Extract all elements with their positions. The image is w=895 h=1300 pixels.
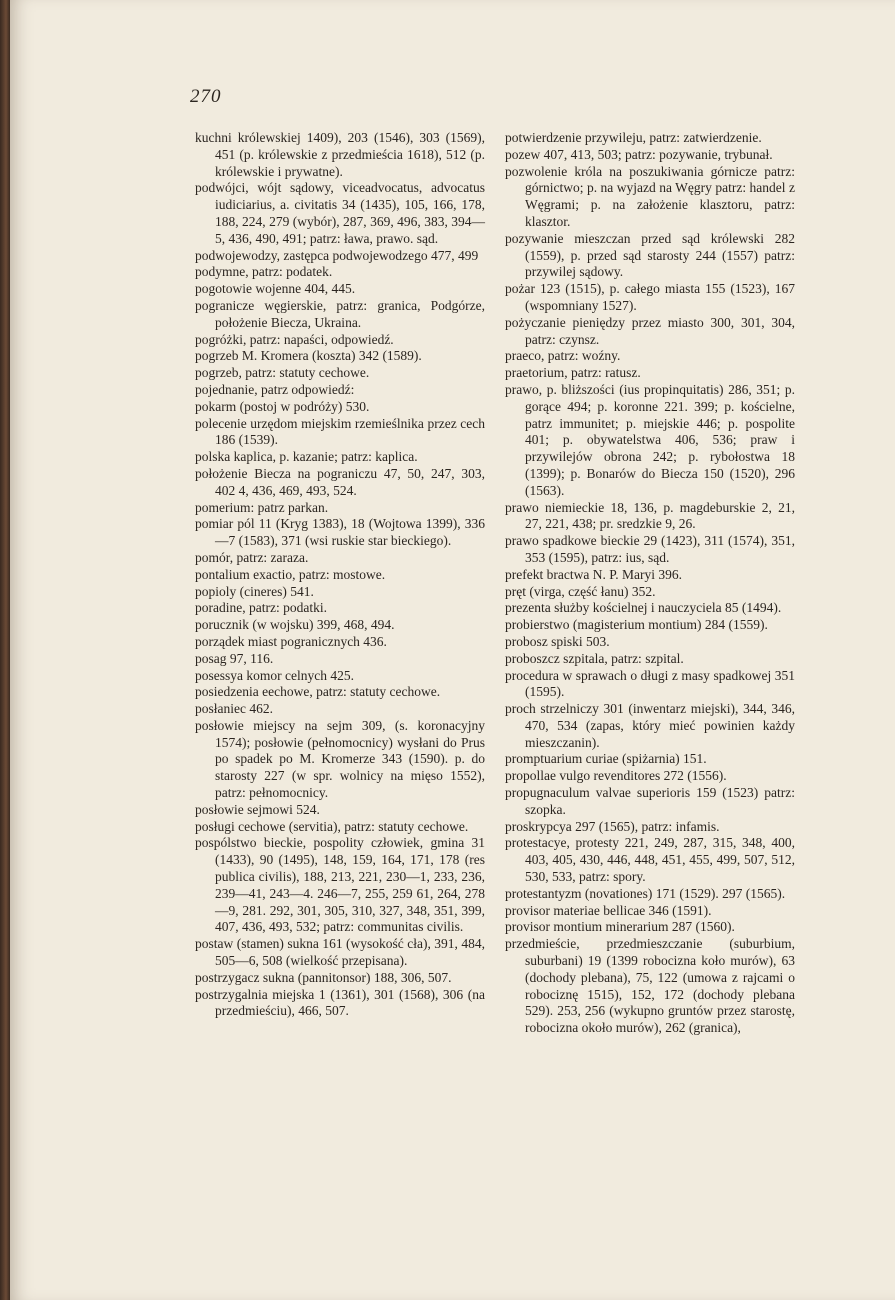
index-entry: praeco, patrz: woźny.	[505, 348, 621, 364]
index-entry: porucznik (w wojsku) 399, 468, 494.	[195, 617, 395, 633]
index-entry: promptuarium curiae (spiżarnia) 151.	[505, 751, 707, 767]
index-entry: poradine, patrz: podatki.	[195, 600, 327, 616]
index-entry: pogróżki, patrz: napaści, odpowiedź.	[195, 331, 394, 347]
index-entry: postrzygacz sukna (pannitonsor) 188, 306, 507.	[195, 969, 452, 985]
index-entry: propollae vulgo revenditores 272 (1556).	[505, 768, 727, 784]
index-entry: potwierdzenie przywileju, patrz: zatwierdzenie.	[505, 130, 762, 145]
index-entry: proch strzelniczy 301 (inwentarz miejski), 344, 346, 470, 534 (zapas, który mieć powinien każdy mieszczanin).	[505, 701, 795, 750]
index-entry: pozew 407, 413, 503; patrz: pozywanie, trybunał.	[505, 146, 773, 162]
book-page	[10, 0, 895, 1300]
index-entry: pogrzeb M. Kromera (koszta) 342 (1589).	[195, 348, 422, 364]
index-entry: położenie Biecza na pograniczu 47, 50, 247, 303, 402 4, 436, 469, 493, 524.	[195, 465, 485, 498]
index-entry: propugnaculum valvae superioris 159 (1523) patrz: szopka.	[505, 785, 795, 817]
index-entry: postrzygalnia miejska 1 (1361), 301 (1568), 306 (na przedmieściu), 466, 507.	[195, 986, 485, 1019]
index-entry: popioly (cineres) 541.	[195, 583, 314, 599]
index-entry: prawo niemieckie 18, 136, p. magdeburskie 2, 21, 27, 221, 438; pr. sredzkie 9, 26.	[505, 499, 795, 532]
index-entry: pogotowie wojenne 404, 445.	[195, 281, 356, 297]
index-entry: pomerium: patrz parkan.	[195, 499, 329, 515]
index-entry: posługi cechowe (servitia), patrz: statuty cechowe.	[195, 818, 469, 834]
index-entry: pospólstwo bieckie, pospolity człowiek, gmina 31 (1433), 90 (1495), 148, 159, 164, 171, 178 (res publica civilis), 188, 213, 221, 230—1, 233, 236, 239—41, 243—4. 246—7, 255, 259 61, 264, 278—9, 281. 292, 301, 305, 310, 327, 348, 351, 399, 407, 436, 493, 532; patrz: communitas civilis.	[195, 835, 485, 935]
index-entry: pojednanie, patrz odpowiedź:	[195, 381, 355, 397]
index-entry: pożyczanie pieniędzy przez miasto 300, 301, 304, patrz: czynsz.	[505, 314, 795, 347]
index-entry: posłowie miejscy na sejm 309, (s. koronacyjny 1574); posłowie (pełnomocnicy) wysłani do Prus po spadek po M. Kromerze 343 (1590). p. do starosty 227 (w spr. wolnicy na mięso 1552), patrz: pełnomocnicy.	[195, 717, 485, 801]
index-entry: provisor montium minerarium 287 (1560).	[505, 919, 735, 935]
index-entry: posłaniec 462.	[195, 701, 273, 717]
index-entry: pozwolenie króla na poszukiwania górnicze patrz: górnictwo; p. na wyjazd na Węgry patrz: handel z Węgrami; p. na założenie klasztoru, patrz: klasztor.	[505, 163, 795, 229]
index-entry: praetorium, patrz: ratusz.	[505, 365, 641, 381]
index-entry: posłowie sejmowi 524.	[195, 801, 320, 817]
index-entry: proskrypcya 297 (1565), patrz: infamis.	[505, 818, 720, 834]
index-entry: kuchni królewskiej 1409), 203 (1546), 303 (1569), 451 (p. królewskie z przedmieścia 1618), 512 (p. królewskie i prywatne).	[195, 130, 485, 179]
index-column-right	[505, 130, 795, 1037]
index-entry: postaw (stamen) sukna 161 (wysokość cła), 391, 484, 505—6, 508 (wielkość przepisana).	[195, 936, 485, 969]
index-entry: podwojewodzy, zastępca podwojewodzego 477, 499	[195, 247, 479, 263]
index-entry: prefekt bractwa N. P. Maryi 396.	[505, 566, 682, 582]
index-entry: prawo, p. bliższości (ius propinquitatis) 286, 351; p. gorące 494; p. koronne 221. 399; p. kościelne, patrz immunitet; p. miejskie 446; p. pospolite 401; p. obywatelstwa 406, 536; praw i przywilejów obrona 242; p. rybołostwa 18 (1399); p. Bonarów do Biecza 150 (1520), 296 (1563).	[505, 381, 795, 498]
index-entry: pogranicze węgierskie, patrz: granica, Podgórze, położenie Biecza, Ukraina.	[195, 297, 485, 330]
index-entry: posiedzenia eechowe, patrz: statuty cechowe.	[195, 684, 441, 700]
index-entry: porządek miast pogranicznych 436.	[195, 633, 387, 649]
index-entry: provisor materiae bellicae 346 (1591).	[505, 902, 712, 918]
index-entry: proboszcz szpitala, patrz: szpital.	[505, 650, 684, 666]
index-entry: prawo spadkowe bieckie 29 (1423), 311 (1574), 351, 353 (1595), patrz: ius, sąd.	[505, 533, 795, 565]
index-entry: posag 97, 116.	[195, 650, 274, 666]
index-entry: procedura w sprawach o długi z masy spadkowej 351 (1595).	[505, 667, 795, 700]
index-entry: pokarm (postoj w podróży) 530.	[195, 398, 370, 414]
index-column-left	[195, 130, 485, 1020]
index-entry: protestantyzm (novationes) 171 (1529). 297 (1565).	[505, 885, 786, 901]
index-entry: pogrzeb, patrz: statuty cechowe.	[195, 365, 370, 381]
index-entry: protestacye, protesty 221, 249, 287, 315, 348, 400, 403, 405, 430, 446, 448, 451, 455, 499, 507, 512, 530, 533, patrz: spory.	[505, 835, 795, 885]
index-entry: pręt (virga, część łanu) 352.	[505, 583, 656, 599]
index-entry: probosz spiski 503.	[505, 633, 610, 649]
index-entry: prezenta służby kościelnej i nauczyciela 85 (1494).	[505, 600, 782, 616]
index-entry: pontalium exactio, patrz: mostowe.	[195, 566, 386, 582]
page-number: 270	[190, 86, 222, 107]
index-entry: podymne, patrz: podatek.	[195, 264, 333, 280]
index-entry: posessya komor celnych 425.	[195, 667, 354, 683]
index-entry: podwójci, wójt sądowy, viceadvocatus, advocatus iudiciarius, a. civitatis 34 (1435), 105, 166, 178, 188, 224, 279 (wybór), 287, 369, 496, 383, 394—5, 436, 490, 491; patrz: ława, prawo. sąd.	[195, 180, 485, 246]
index-entry: probierstwo (magisterium montium) 284 (1559).	[505, 617, 768, 633]
index-entry: polska kaplica, p. kazanie; patrz: kaplica.	[195, 449, 418, 465]
index-entry: pomór, patrz: zaraza.	[195, 549, 309, 565]
index-entry: pomiar pól 11 (Kryg 1383), 18 (Wojtowa 1399), 336—7 (1583), 371 (wsi ruskie star bieckiego).	[195, 516, 485, 549]
index-entry: pozywanie mieszczan przed sąd królewski 282 (1559), p. przed sąd starosty 244 (1557) patrz: przywilej sądowy.	[505, 230, 795, 280]
index-entry: przedmieście, przedmieszczanie (suburbium, suburbani) 19 (1399 robocizna koło murów), 63 (dochody plebana), 75, 122 (umowa z rajcami o robociznę 1515), 152, 172 (dochody plebana 529). 253, 256 (wykupno gruntów przez starostę, robocizna około murów), 262 (granica),	[505, 936, 795, 1036]
index-entry: pożar 123 (1515), p. całego miasta 155 (1523), 167 (wspomniany 1527).	[505, 281, 795, 313]
book-spine-edge	[0, 0, 10, 1300]
index-entry: polecenie urzędom miejskim rzemieślnika przez cech 186 (1539).	[195, 415, 485, 448]
